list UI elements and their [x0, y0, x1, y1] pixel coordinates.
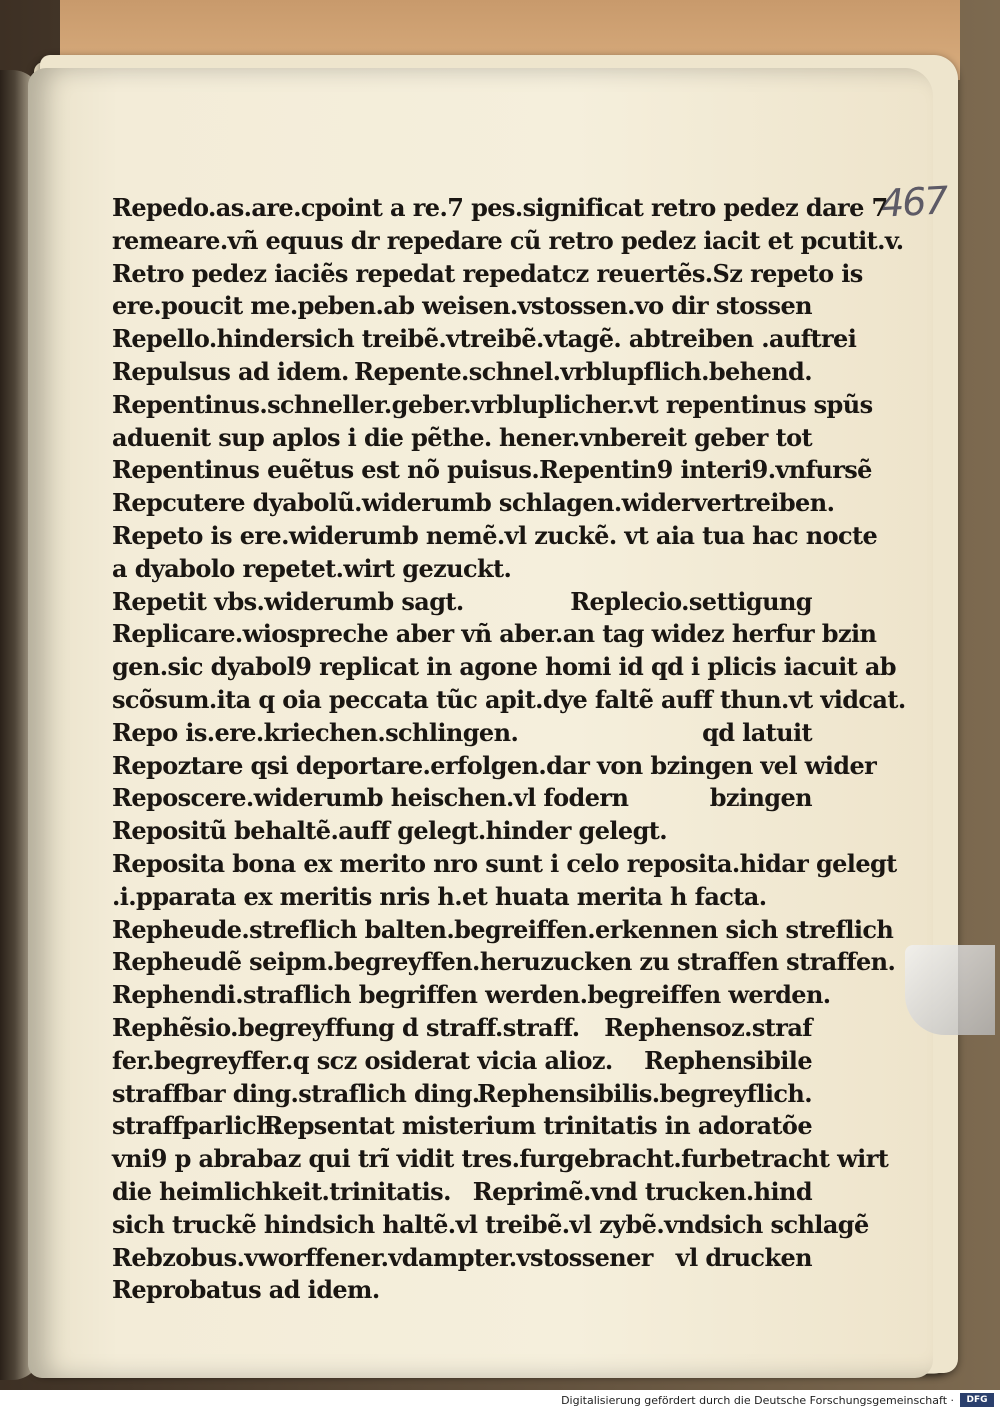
text-line	[112, 290, 812, 323]
text-line-left: straffbar ding.straflich ding.	[112, 1078, 480, 1108]
text-line	[112, 422, 812, 455]
folio-number: 467	[878, 178, 948, 226]
text-line: Reprobatus ad idem.	[112, 1275, 380, 1305]
text-line-right: bzingen	[709, 783, 812, 813]
text-line-right: Rephensoz.straf	[604, 1012, 812, 1042]
text-line-left: Rephẽsio.begreyffung d straff.straff.	[112, 1012, 580, 1042]
text-line: scõsum.ita q oia peccata tũc apit.dye faltẽ auff thun.vt vidcat.	[112, 684, 906, 714]
text-line	[112, 1176, 812, 1209]
text-line	[112, 586, 812, 619]
text-line: Repheudẽ seipm.begreyffen.heruzucken zu straffen straffen.	[112, 947, 896, 977]
text-line-left: ere.poucit me.pe.	[112, 291, 337, 321]
text-line-right: vl drucken	[675, 1242, 812, 1272]
text-line: Repoztare qsi deportare.erfolgen.dar von bzingen vel wider	[112, 750, 877, 780]
text-line	[112, 782, 812, 815]
text-line: Repentinus.schneller.geber.vrbluplicher.vt repentinus spũs	[112, 389, 873, 419]
text-line	[112, 1078, 812, 1111]
text-line: vni9 p abrabaz qui trĩ vidit tres.furgebracht.furbetracht wirt	[112, 1144, 889, 1174]
text-line-right: Reprimẽ.vnd trucken.hind	[472, 1176, 812, 1206]
text-line: Replicare.wiospreche aber vñ aber.an tag widez herfur bzin	[112, 619, 877, 649]
text-line: .i.pparata ex meritis nris h.et huata merita h facta.	[112, 881, 767, 911]
text-line-left: Repetit vbs.widerumb sagt.	[112, 586, 464, 616]
text-line: Repeto is ere.widerumb nemẽ.vl zuckẽ. vt aia tua hac nocte	[112, 520, 878, 550]
text-line: Rephendi.straflich begriffen werden.begreiffen werden.	[112, 980, 831, 1010]
text-line: Repentinus euẽtus est nõ puisus.Repentin9 interi9.vnfursẽ	[112, 455, 872, 485]
text-line-left: straffparlich.	[112, 1111, 281, 1141]
text-line-right: Repente.schnel.vrblupflich.behend.	[354, 356, 812, 386]
text-line-right: hener.vnbereit geber tot	[498, 422, 812, 452]
text-line: remeare.vñ equus dr repedare cũ retro pedez iacit et pcutit.v.	[112, 225, 904, 255]
text-line-left: Rebzobus.vworffener.vdampter.vstossener	[112, 1242, 653, 1272]
text-line	[112, 1209, 869, 1242]
text-line-left: Reposcere.widerumb heischen.vl fodern	[112, 783, 629, 813]
text-line	[112, 1242, 812, 1275]
text-line: Repositũ behaltẽ.auff gelegt.hinder gelegt.	[112, 816, 667, 846]
text-line: Retro pedez iaciẽs repedat repedatcz reuertẽs.Sz repeto is	[112, 258, 863, 288]
text-line	[112, 1045, 812, 1078]
text-line-right: Repsentat misterium trinitatis in adoratõe	[263, 1111, 812, 1141]
footer-bar	[0, 1390, 1000, 1412]
text-line	[112, 1110, 812, 1143]
text-line-right: Replecio.settigung	[570, 586, 812, 616]
text-line-right: ben.ab weisen.vstossen.vo dir stossen	[327, 291, 812, 321]
text-line: Repcutere dyabolũ.widerumb schlagen.widervertreiben.	[112, 488, 835, 518]
text-line: a dyabolo repetet.wirt gezuckt.	[112, 553, 512, 583]
text-line: Reposita bona ex merito nro sunt i celo reposita.hidar gelegt	[112, 848, 897, 878]
text-line: Repello.hindersich treibẽ.vtreibẽ.vtagẽ. abtreiben .auftrei	[112, 324, 857, 354]
text-line-right: Rephensibile	[644, 1045, 812, 1075]
text-block	[112, 192, 906, 1307]
text-line-left: aduenit sup aplos i die pẽthe.	[112, 422, 492, 452]
text-line	[112, 1012, 812, 1045]
dfg-logo-icon: DFG	[960, 1393, 994, 1407]
text-line: Repedo.as.are.cpoint a re.7 pes.significat retro pedez dare 7	[112, 193, 888, 222]
text-line: gen.sic dyabol9 replicat in agone homi id qd i plicis iacuit ab	[112, 652, 896, 682]
page-clip	[905, 945, 995, 1035]
text-line	[112, 717, 812, 750]
text-line	[112, 356, 812, 389]
text-line-left: Repo is.ere.kriechen.schlingen.	[112, 717, 519, 747]
text-line-left: fer.begreyffer.q scz osiderat vicia alioz.	[112, 1045, 613, 1075]
text-line-left: sich truckẽ hindsich haltẽ.vl treibẽ.vl zybẽ.vndsich schlagẽ	[112, 1209, 869, 1239]
text-line-right: qd latuit	[702, 717, 812, 747]
text-line: Repheude.streflich balten.begreiffen.erkennen sich streflich	[112, 914, 894, 944]
text-line-left: die heimlichkeit.trinitatis.	[112, 1176, 451, 1206]
footer-credit: Digitalisierung gefördert durch die Deutsche Forschungsgemeinschaft ·	[561, 1394, 954, 1407]
text-line-right: Rephensibilis.begreyflich.	[477, 1078, 812, 1108]
text-line-left: Repulsus ad idem.	[112, 356, 349, 386]
